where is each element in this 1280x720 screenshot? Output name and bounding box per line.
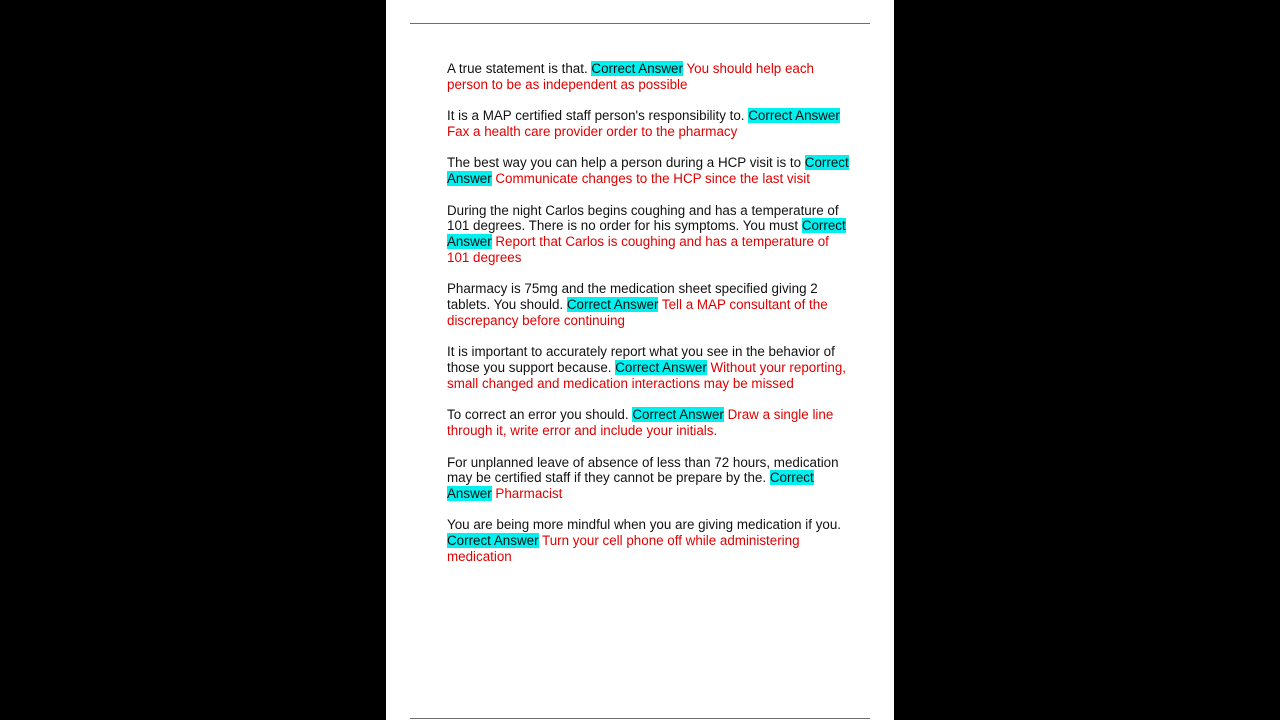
qa-item <box>447 455 851 502</box>
answer-text: Draw a single line through it, write error and include your initials. <box>447 407 834 439</box>
qa-list <box>447 61 851 580</box>
question-text: Pharmacy is 75mg and the medication sheet specified giving 2 tablets. You should. <box>447 281 818 313</box>
answer-text: Turn your cell phone off while administering medication <box>447 533 800 565</box>
answer-text: Tell a MAP consultant of the discrepancy before continuing <box>447 297 828 328</box>
question-text: It is a MAP certified staff person's responsibility to. <box>447 108 745 124</box>
question-text: For unplanned leave of absence of less than 72 hours, medication may be certified staff if they cannot be prepare by the. <box>447 454 839 486</box>
qa-item <box>447 108 851 140</box>
question-text: The best way you can help a person during a HCP visit is to <box>447 155 802 171</box>
correct-answer-label: Correct Answer <box>748 108 840 124</box>
header-rule <box>410 23 870 24</box>
answer-text: Communicate changes to the HCP since the last visit <box>495 171 810 187</box>
correct-answer-label: Correct Answer <box>615 360 707 376</box>
qa-item <box>447 281 851 328</box>
question-text: It is important to accurately report what you see in the behavior of those you support because. <box>447 344 835 376</box>
correct-answer-label: Correct Answer <box>447 533 539 549</box>
footer-rule <box>410 718 870 719</box>
qa-item <box>447 155 851 187</box>
qa-item <box>447 203 851 266</box>
answer-text: Report that Carlos is coughing and has a temperature of 101 degrees <box>447 234 829 265</box>
document-page <box>386 0 894 720</box>
correct-answer-label: Correct Answer <box>566 297 659 313</box>
qa-item <box>447 517 851 564</box>
correct-answer-label: Correct Answer <box>447 155 849 187</box>
question-text: To correct an error you should. <box>447 407 629 423</box>
question-text: A true statement is that. <box>447 61 588 76</box>
correct-answer-label: Correct Answer <box>447 470 814 502</box>
correct-answer-label: Correct Answer <box>447 218 846 250</box>
answer-text: Without your reporting, small changed and medication interactions may be missed <box>447 360 846 391</box>
correct-answer-label: Correct Answer <box>591 61 683 76</box>
answer-text: You should help each person to be as independent as possible <box>447 61 815 92</box>
answer-text: Fax a health care provider order to the pharmacy <box>447 123 738 139</box>
answer-text: Pharmacist <box>495 486 563 502</box>
question-text: You are being more mindful when you are giving medication if you. <box>447 517 842 533</box>
qa-item <box>447 344 851 391</box>
qa-item <box>447 61 851 93</box>
question-text: During the night Carlos begins coughing and has a temperature of 101 degrees. There is no order for his symptoms. You must <box>447 202 839 234</box>
correct-answer-label: Correct Answer <box>632 407 724 423</box>
qa-item <box>447 407 851 439</box>
